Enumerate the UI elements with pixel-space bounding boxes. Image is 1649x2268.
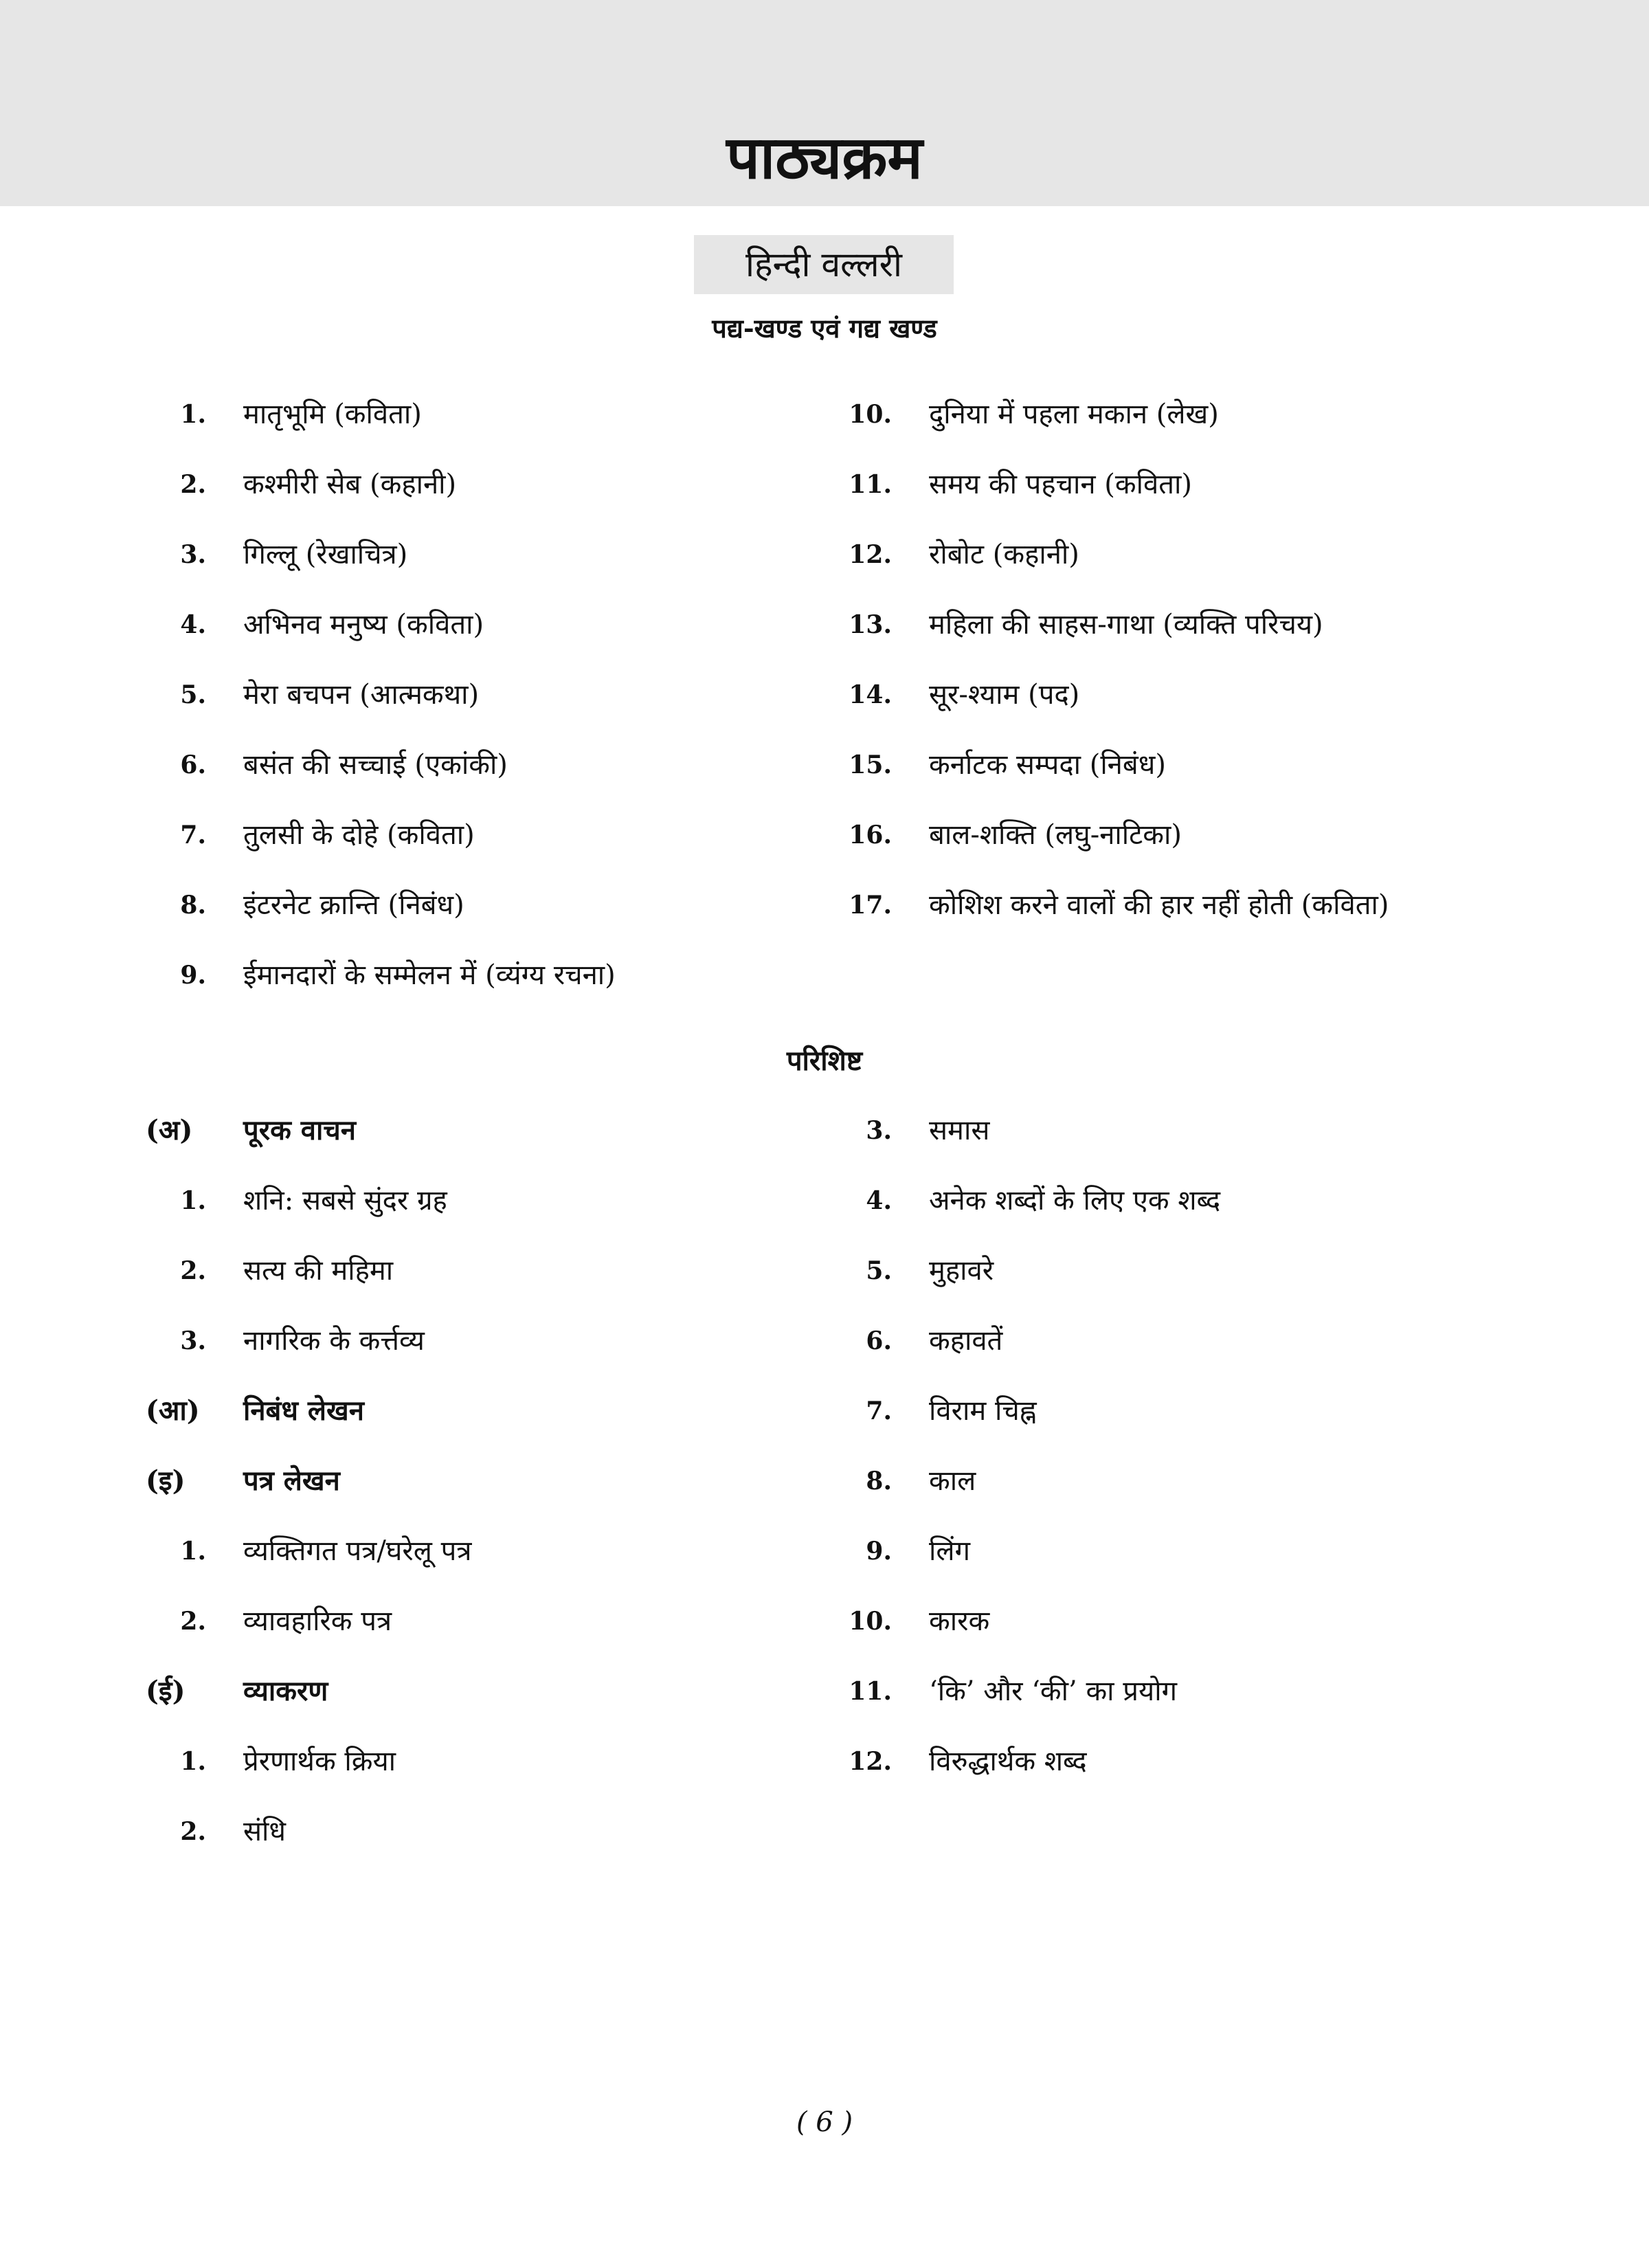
- item-text: दुनिया में पहला मकान (लेख): [929, 399, 1219, 430]
- item-number: 1.: [180, 1186, 206, 1215]
- appendix-title: परिशिष्ट: [786, 1045, 863, 1077]
- item-number: 5.: [180, 680, 206, 709]
- item-text: लिंग: [929, 1535, 970, 1567]
- item-number: 3.: [180, 540, 206, 569]
- item-number: 4.: [180, 610, 206, 639]
- item-text: कारक: [929, 1605, 990, 1637]
- item-text: कर्नाटक सम्पदा (निबंध): [929, 749, 1166, 781]
- item-number: 14.: [849, 680, 892, 709]
- item-number: 11.: [849, 470, 892, 499]
- item-number: 12.: [849, 540, 892, 569]
- section-subtitle: पद्य-खण्ड एवं गद्य खण्ड: [712, 313, 937, 344]
- item-text: काल: [929, 1465, 976, 1497]
- item-text: समय की पहचान (कविता): [929, 469, 1192, 500]
- item-text: व्यक्तिगत पत्र/घरेलू पत्र: [243, 1535, 472, 1567]
- item-text: ईमानदारों के सम्मेलन में (व्यंग्य रचना): [243, 959, 616, 991]
- item-number: 13.: [849, 610, 892, 639]
- item-number: 10.: [849, 400, 892, 429]
- item-number: 16.: [849, 821, 892, 849]
- section-marker: (ई): [146, 1675, 186, 1707]
- item-text: अनेक शब्दों के लिए एक शब्द: [929, 1185, 1221, 1216]
- item-text: नागरिक के कर्त्तव्य: [243, 1325, 425, 1357]
- item-number: 1.: [180, 1537, 206, 1566]
- item-number: 8.: [866, 1467, 892, 1496]
- item-text: समास: [929, 1115, 990, 1146]
- item-text: व्यावहारिक पत्र: [243, 1605, 392, 1637]
- item-text: मुहावरे: [929, 1255, 994, 1287]
- item-text: विरुद्धार्थक शब्द: [929, 1746, 1087, 1777]
- item-number: 2.: [180, 470, 206, 499]
- item-text: रोबोट (कहानी): [929, 539, 1079, 570]
- item-number: 10.: [849, 1607, 892, 1636]
- section-marker: (आ): [146, 1394, 200, 1427]
- item-number: 4.: [866, 1186, 892, 1215]
- item-text: विराम चिह्न: [929, 1395, 1037, 1427]
- item-text: मातृभूमि (कविता): [243, 399, 422, 430]
- item-text: गिल्लू (रेखाचित्र): [243, 539, 408, 570]
- page-title: पाठ्यक्रम: [726, 123, 923, 192]
- item-text: कहावतें: [929, 1325, 1003, 1357]
- item-text: ‘कि’ और ‘की’ का प्रयोग: [929, 1676, 1178, 1707]
- item-text: संधि: [243, 1816, 286, 1847]
- item-text: कश्मीरी सेब (कहानी): [243, 469, 457, 500]
- item-number: 9.: [180, 961, 206, 990]
- section-heading-text: व्याकरण: [243, 1675, 328, 1707]
- item-text: कोशिश करने वालों की हार नहीं होती (कविता): [929, 889, 1389, 921]
- item-text: शनि: सबसे सुंदर ग्रह: [243, 1185, 447, 1216]
- item-text: इंटरनेट क्रान्ति (निबंध): [243, 889, 464, 921]
- section-heading-text: पत्र लेखन: [243, 1465, 340, 1497]
- item-number: 2.: [180, 1256, 206, 1285]
- item-text: प्रेरणार्थक क्रिया: [243, 1746, 396, 1777]
- item-number: 3.: [180, 1326, 206, 1355]
- item-number: 7.: [866, 1397, 892, 1425]
- item-text: बसंत की सच्चाई (एकांकी): [243, 749, 508, 781]
- item-number: 1.: [180, 400, 206, 429]
- item-text: तुलसी के दोहे (कविता): [243, 819, 475, 851]
- item-number: 2.: [180, 1607, 206, 1636]
- item-number: 3.: [866, 1116, 892, 1145]
- item-number: 2.: [180, 1817, 206, 1846]
- item-number: 9.: [866, 1537, 892, 1566]
- item-text: सत्य की महिमा: [243, 1255, 394, 1287]
- section-heading-text: पूरक वाचन: [243, 1114, 356, 1146]
- item-number: 8.: [180, 891, 206, 920]
- item-number: 5.: [866, 1256, 892, 1285]
- item-text: अभिनव मनुष्य (कविता): [243, 609, 484, 641]
- item-number: 1.: [180, 1747, 206, 1776]
- book-title: हिन्दी वल्लरी: [694, 235, 954, 294]
- item-number: 12.: [849, 1747, 892, 1776]
- section-marker: (अ): [146, 1114, 193, 1146]
- section-marker: (इ): [146, 1465, 186, 1497]
- item-number: 6.: [180, 751, 206, 779]
- item-text: सूर-श्याम (पद): [929, 679, 1080, 711]
- item-number: 15.: [849, 751, 892, 779]
- section-heading-text: निबंध लेखन: [243, 1394, 364, 1427]
- item-number: 17.: [849, 891, 892, 920]
- item-number: 6.: [866, 1326, 892, 1355]
- page-number: ( 6 ): [796, 2106, 853, 2138]
- item-text: मेरा बचपन (आत्मकथा): [243, 679, 480, 711]
- item-number: 11.: [849, 1677, 892, 1706]
- item-text: महिला की साहस-गाथा (व्यक्ति परिचय): [929, 609, 1323, 641]
- item-text: बाल-शक्ति (लघु-नाटिका): [929, 819, 1182, 851]
- item-number: 7.: [180, 821, 206, 849]
